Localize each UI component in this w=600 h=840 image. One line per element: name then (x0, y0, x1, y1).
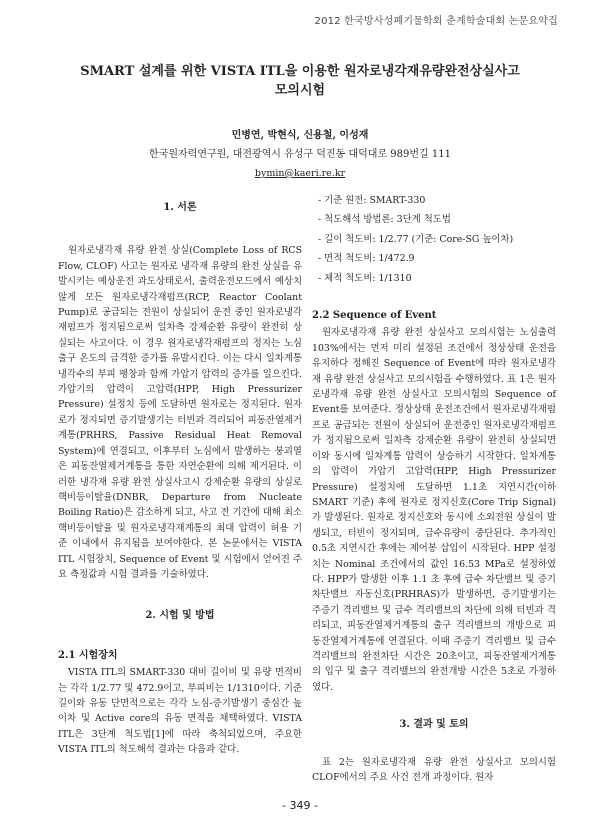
affiliation: 한국원자력연구원, 대전광역시 유성구 덕진동 대덕대로 989번길 111 (149, 149, 451, 160)
section-2-1-heading: 2.1 시험장치 (58, 649, 118, 661)
author-names: 민병연, 박현식, 신용철, 이성재 (231, 130, 369, 141)
conference-header: 2012 한국방사성폐기물학회 춘계학술대회 논문요약집 (314, 16, 558, 27)
spec-item: - 길이 척도비: 1/2.77 (기준: Core-SG 높이차) (318, 233, 514, 245)
right-column (312, 193, 556, 785)
spec-item: - 척도해석 방법론: 3단계 척도법 (318, 214, 451, 226)
section-3-body: 표 2는 원자로냉각재 유량 완전 상실사고 모의시험 CLOF에서의 주요 사건 전개 과정이다. 원자 (312, 756, 556, 783)
page-number: - 349 - (282, 799, 318, 812)
section-1-heading: 1. 서론 (163, 202, 197, 213)
spec-item: - 체적 척도비: 1/1310 (318, 272, 412, 284)
title-line-2: 모의시험 (274, 83, 326, 98)
author-block (40, 126, 560, 183)
scaling-spec-list (312, 193, 556, 286)
left-column (58, 196, 302, 758)
section-1-body: 원자로냉각재 유량 완전 상실(Complete Loss of RCS Flow, CLOF) 사고는 원자로 냉각재 유량의 완전 상실을 유발시키는 예상운전 과도상태로서, 출력운전모드에서 예상치 않게 모든 원자로냉각재펌프(RCP, Reactor Coolant Pump)로 공급되는 전원이 상실되어 운전 중인 원자로냉각재펌프가 정지됨으로써 일차측 강제순환 유량이 완전히 상실되는 사고이다. 이 경우 원자로냉각재펌프의 정지는 노심출구 온도의 급격한 증가를 유발시킨다. 이는 다시 일차계통 냉각수의 부피 팽창과 함께 가압기 압력의 증가를 일으킨다. 가압기의 압력이 고압력(HPP, High Pressurizer Pressure) 설정치 등에 도달하면 원자로는 정지된다. 원자로가 정지되면 증기발생기는 터빈과 격리되어 피동잔열제거계통(PRHRS, Passive Residual Heat Removal System)에 연결되고, 이후부터 노심에서 발생하는 붕괴열은 피동잔열제거계통을 통한 자연순환에 의해 제거된다. 이러한 냉각재 유량 완전 상실사고시 강제순환 유량의 상실로 핵비등이탈율(DNBR, Departure from Nucleate Boiling Ratio)은 감소하게 되고, 사고 전 기간에 대해 최소핵비등이탈율 및 원자로냉각재계통의 최대 압력이 허용 기준 이내에서 유지됨을 보여야한다. 본 논문에서는 VISTA ITL 시험장치, Sequence of Event 및 시험에서 얻어진 주요 측정값과 시험 결과를 기술하였다. (58, 245, 302, 580)
spec-item: - 면적 척도비: 1/472.9 (318, 253, 415, 265)
spec-item: - 기준 원전: SMART-330 (318, 195, 426, 206)
section-2-2-body: 원자로냉각재 유량 완전 상실사고 모의시험는 노심출력 103%에서는 먼저 미리 설정된 조건에서 정상상태 운전을 유지하다 정해진 Sequence of Event에 따라 원자로냉각재 유량 완전 상실사고 모의시험을 수행하였다. 표 1은 원자로냉각재 유량 완전 상실사고 모의시험의 Sequence of Event를 보여준다. 정상상태 운전조건에서 원자로냉각재펌프로 공급되는 전원이 상실되어 운전중인 원자로냉각재펌프가 정지됨으로써 일차측 강제순환 유량이 완전히 상실되면 이와 동시에 일차계통 압력이 상승하기 시작한다. 일차계통의 압력이 가압기 고압력(HPP, High Pressurizer Pressure) 설정치에 도달하면 1.1초 지연시간(이하 SMART 기준) 후에 원자로 정지신호(Core Trip Signal)가 발생된다. 원자로 정지신호와 동시에 소외전원 상실이 발생되고, 터빈이 정지되며, 급수유량이 중단된다. 추가적인 0.5초 지연시간 후에는 제어봉 삽입이 시작된다. HPP 설정치는 Nominal 조건에서의 값인 16.53 MPa로 설정하였다. HPP가 발생한 이후 1.1 초 후에 급수 차단밸브 및 증기차단밸브 자동신호(PRHRAS)가 발생하면, 증기발생기는 주증기 격리밸브 및 급수 격리밸브의 차단에 의해 터빈과 격리되고, 피동잔열제거계통의 출구 격리밸브의 개방으로 피동잔열제거계통에 연결된다. 이때 주증기 격리밸브 및 급수 격리밸브의 완전차단 시간은 20초이고, 피동잔열제거계통의 입구 및 출구 격리밸브의 완전개방 시간은 5초로 가정하였다. (312, 327, 556, 693)
section-2-2-heading: 2.2 Sequence of Event (312, 310, 437, 322)
section-2-1-body: VISTA ITL의 SMART-330 대비 길이비 및 유량 면적비는 각각 1/2.77 및 472.9이고, 부피비는 1/1310이다. 기준 길이와 유동 단면적으로는 각각 노심-증기발생기 중심간 높이차 및 Active core의 유동 면적을 채택하였다. VISTA ITL은 3단계 척도법[1]에 따라 축척되었으며, 주요한 VISTA ITL의 척도해석 결과는 다음과 같다. (58, 667, 302, 756)
paper-title (40, 62, 560, 100)
section-3-heading: 3. 결과 및 토의 (399, 719, 469, 731)
section-2-heading: 2. 시험 및 방법 (145, 610, 215, 622)
title-line-1: SMART 설계를 위한 VISTA ITL을 이용한 원자로냉각재유량완전상실사고 (80, 64, 520, 79)
author-email[interactable]: bymin@kaeri.re.kr (254, 168, 346, 179)
